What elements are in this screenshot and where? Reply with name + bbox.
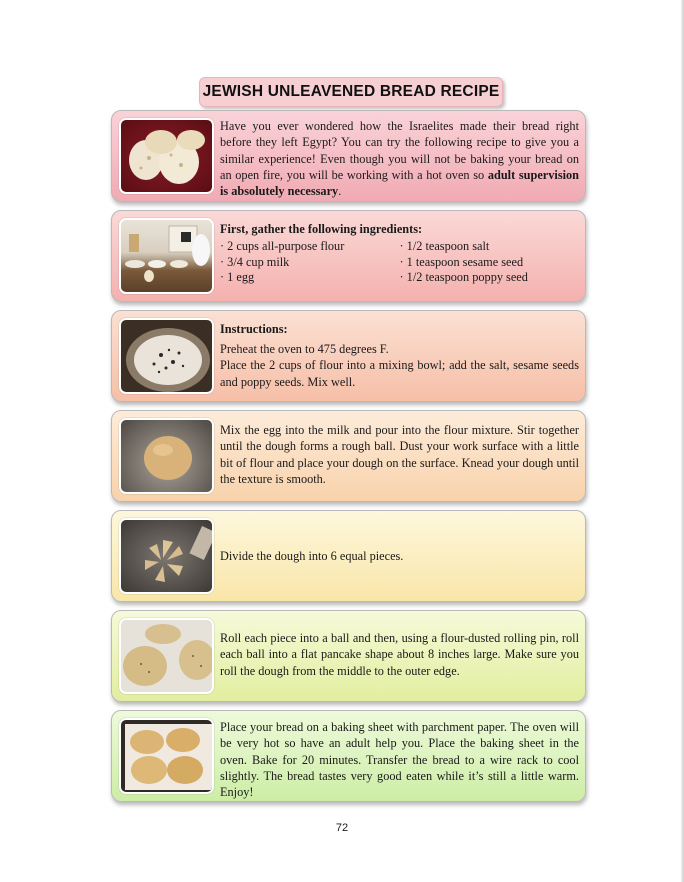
- divide-step-text: Divide the dough into 6 equal pieces.: [220, 548, 404, 563]
- instructions-text: [214, 318, 579, 394]
- ingredient-item: · 1 egg: [220, 270, 255, 284]
- instructions-line-1: Preheat the oven to 475 degrees F.: [220, 342, 389, 356]
- intro-text: [214, 118, 580, 199]
- bake-step-text: Place your bread on a baking sheet with parchment paper. The oven will be very hot so have an adult help you. Place the baking sheet in the oven. Bake for 20 minutes. Transfer the bread to a wire rack to cool slightly. The bread tastes very good eaten while it’s still a little warm. Enjoy!: [220, 720, 579, 800]
- intro-text-bold: adult supervision is absolutely necessary: [220, 167, 580, 199]
- page-number: 72: [335, 822, 349, 834]
- dough-ball-photo: [119, 418, 214, 494]
- mix-step-text: Mix the egg into the milk and pour into the flour mixture. Stir together until the dough forms a rough ball. Dust your work surface with a little bit of flour and place your dough on the surface. Knead your dough until the texture is smooth.: [220, 423, 579, 486]
- divide-step-card: [111, 510, 586, 602]
- roll-step-card: [111, 610, 586, 702]
- flatbread-photo: [119, 118, 214, 194]
- ingredient-item: · 1/2 teaspoon salt: [399, 239, 490, 253]
- baked-bread-photo: [119, 718, 214, 794]
- roll-step-text: Roll each piece into a ball and then, using a flour-dusted rolling pin, roll each ball into a flat pancake shape about 8 inches large. Make sure you roll the dough from the middle to the outer edge.: [220, 631, 579, 678]
- intro-text-body: Have you ever wondered how the Israelites made their bread right before they left Egypt? You can try the following recipe to give you a similar experience! Even though you will not be baking your bread on an open fire, you will be working with a hot oven so: [220, 119, 579, 182]
- page-title-box: [199, 77, 503, 107]
- ingredient-item: · 1/2 teaspoon poppy seed: [399, 270, 528, 284]
- rolled-dough-photo: [119, 618, 214, 694]
- divided-dough-photo: [119, 518, 214, 594]
- ingredients-text: [214, 218, 579, 294]
- ingredients-photo: [119, 218, 214, 294]
- ingredients-card: [111, 210, 586, 302]
- mix-step-card: [111, 410, 586, 502]
- bake-step-card: [111, 710, 586, 802]
- flour-bowl-photo: [119, 318, 214, 394]
- instructions-card: [111, 310, 586, 402]
- instructions-heading: Instructions:: [220, 322, 288, 336]
- ingredients-left-column: [220, 239, 400, 286]
- ingredient-item: · 3/4 cup milk: [220, 254, 290, 269]
- ingredients-heading: First, gather the following ingredients:: [220, 222, 423, 236]
- ingredient-item: · 1 teaspoon sesame seed: [399, 254, 524, 269]
- instructions-line-2: Place the 2 cups of flour into a mixing bowl; add the salt, sesame seeds and poppy seeds. Mix well.: [220, 358, 579, 389]
- page-title: JEWISH UNLEAVENED BREAD RECIPE: [202, 83, 500, 100]
- intro-text-end: .: [338, 184, 342, 199]
- ingredients-right-column: [400, 239, 580, 286]
- intro-card: [111, 110, 586, 202]
- ingredients-list: [220, 239, 579, 286]
- ingredient-item: · 2 cups all-purpose flour: [220, 239, 345, 253]
